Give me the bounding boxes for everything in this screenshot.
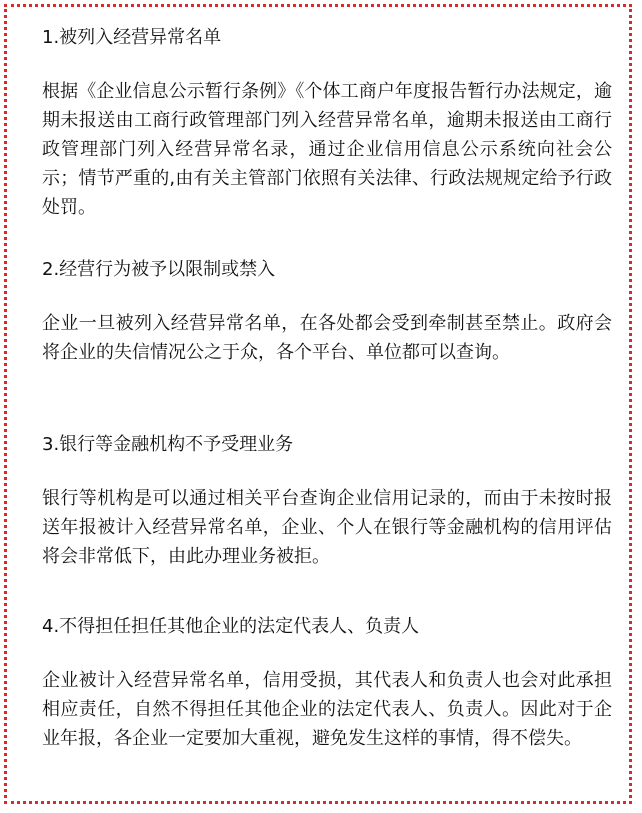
section-heading: 3.银行等金融机构不予受理业务	[42, 434, 294, 455]
section-paragraph: 企业一旦被列入经营异常名单，在各处都会受到牵制甚至禁止。政府会将企业的失信情况公之于众，各个平台、单位都可以查询。	[42, 313, 612, 363]
section-heading: 1.被列入经营异常名单	[42, 27, 222, 48]
section-2	[42, 256, 612, 367]
section-heading: 2.经营行为被予以限制或禁入	[42, 259, 276, 280]
section-3	[42, 431, 612, 571]
section-paragraph: 企业被计入经营异常名单，信用受损，其代表人和负责人也会对此承担相应责任，自然不得担任其他企业的法定代表人、负责人。因此对于企业年报，各企业一定要加大重视，避免发生这样的事情，得不偿失。	[42, 670, 612, 749]
section-1	[42, 24, 612, 222]
section-paragraph: 根据《企业信息公示暂行条例》《个体工商户年度报告暂行办法规定，逾期未报送由工商行政管理部门列入经营异常名单，逾期未报送由工商行政管理部门列入经营异常名录，通过企业信用信息公示系统向社会公示；情节严重的,由有关主管部门依照有关法律、行政法规规定给予行政处罚。	[42, 81, 612, 218]
section-heading: 4.不得担任担任其他企业的法定代表人、负责人	[42, 616, 420, 637]
section-4	[42, 613, 612, 753]
section-paragraph: 银行等机构是可以通过相关平台查询企业信用记录的，而由于未按时报送年报被计入经营异常名单，企业、个人在银行等金融机构的信用评估将会非常低下，由此办理业务被拒。	[42, 488, 612, 567]
